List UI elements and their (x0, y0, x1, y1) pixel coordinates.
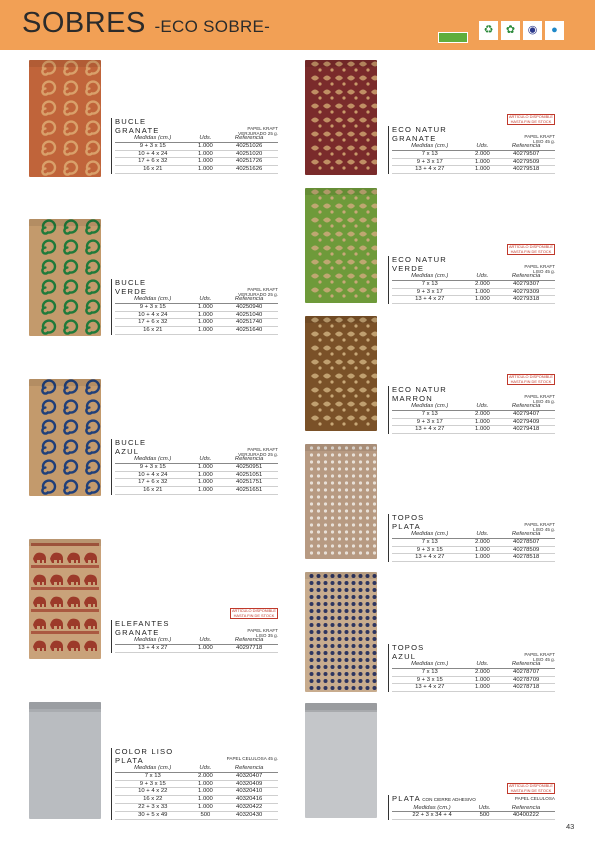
cell-units: 1.000 (191, 487, 221, 495)
table-row (392, 668, 555, 676)
product-name-line2: GRANATE (115, 627, 160, 637)
cell-size: 7 x 13 (392, 538, 468, 546)
product-name-line2: PLATA (392, 521, 421, 531)
cell-units: 1.000 (191, 150, 221, 158)
cell-ref: 40278518 (497, 554, 555, 562)
certification-icons (479, 21, 564, 40)
col-header-size: Medidas (cm.) (392, 531, 468, 538)
cell-size: 22 + 3 x 34 + 4 (392, 812, 472, 820)
cell-size: 13 + 4 x 27 (392, 296, 468, 304)
product-name-line2: GRANATE (115, 125, 160, 135)
product-name-line2: VERDE (115, 286, 148, 296)
table-row (115, 166, 278, 174)
cell-ref: 40251751 (220, 479, 278, 487)
title-main: SOBRES (22, 7, 146, 39)
product-eco-natur-verde (388, 244, 555, 304)
stock-badge (507, 374, 555, 385)
table-row (115, 811, 278, 819)
table-row (392, 418, 555, 426)
table-row (392, 676, 555, 684)
product-name-line2: MARRON (392, 393, 433, 403)
col-header-units: Uds. (191, 637, 221, 644)
cell-size: 30 + 5 x 49 (115, 811, 191, 819)
cell-ref: 40279507 (497, 150, 555, 158)
cell-size: 13 + 4 x 27 (115, 644, 191, 652)
col-header-size: Medidas (cm.) (392, 805, 472, 812)
product-name-line1: COLOR LISO (115, 747, 174, 756)
paper-line1: PAPEL KRAFT (524, 264, 555, 269)
cell-size: 13 + 4 x 27 (392, 684, 468, 692)
col-header-size: Medidas (cm.) (392, 403, 468, 410)
spec-table (115, 765, 278, 820)
paper-spec (238, 287, 278, 298)
cell-size: 17 + 6 x 32 (115, 158, 191, 166)
cell-units: 1.000 (191, 463, 221, 471)
product-bucle-granate (111, 118, 278, 174)
fsc-icon: ◉ (523, 21, 542, 40)
paper-line1: PAPEL KRAFT (524, 522, 555, 527)
cell-ref: 40320422 (220, 803, 278, 811)
cell-units: 1.000 (191, 471, 221, 479)
spec-table (115, 637, 278, 653)
col-header-ref: Referencia (220, 765, 278, 772)
cell-size: 22 + 3 x 33 (115, 803, 191, 811)
cell-ref: 40320409 (220, 780, 278, 788)
col-header-units: Uds. (191, 456, 221, 463)
paper-line1: PAPEL KRAFT (524, 134, 555, 139)
cell-ref: 40250940 (220, 303, 278, 311)
table-row (115, 803, 278, 811)
recycle-icon: ♻ (479, 21, 498, 40)
badge-line: ARTÍCULO DISPONIBLE (508, 783, 553, 788)
product-name-line2: PLATA (115, 755, 144, 765)
cell-ref: 40279418 (497, 426, 555, 434)
product-name-line1: BUCLE (115, 117, 147, 126)
table-header-row (115, 765, 278, 772)
paper-line1: PAPEL CELULOSA 45 g. (226, 756, 278, 761)
cell-units: 2.000 (468, 280, 498, 288)
product-name-line2: VERDE (392, 263, 425, 273)
cell-ref: 40251026 (220, 142, 278, 150)
cell-size: 16 x 21 (115, 487, 191, 495)
paper-spec (515, 796, 555, 801)
spec-table (392, 531, 555, 562)
cell-size: 7 x 13 (392, 280, 468, 288)
table-row (392, 158, 555, 166)
table-row (115, 311, 278, 319)
table-row (115, 463, 278, 471)
table-row (392, 684, 555, 692)
col-header-size: Medidas (cm.) (392, 661, 468, 668)
cell-ref: 40279509 (497, 158, 555, 166)
cell-units: 1.000 (191, 796, 221, 804)
cell-ref: 40278507 (497, 538, 555, 546)
photo-topos-plata (305, 444, 377, 559)
badge-line: HASTA FIN DE STOCK (510, 378, 552, 384)
table-row (392, 546, 555, 554)
col-header-size: Medidas (cm.) (115, 135, 191, 142)
spec-table (115, 135, 278, 174)
cell-units: 1.000 (191, 479, 221, 487)
col-header-units: Uds. (472, 805, 497, 812)
paper-line1: PAPEL CELULOSA (514, 796, 555, 801)
cell-units: 1.000 (468, 684, 498, 692)
product-name-line1: ECO NATUR (392, 385, 447, 394)
cell-size: 9 + 3 x 15 (392, 676, 468, 684)
cell-units: 1.000 (191, 166, 221, 174)
col-header-ref: Referencia (497, 661, 555, 668)
cell-units: 1.000 (468, 546, 498, 554)
cell-size: 7 x 13 (115, 772, 191, 780)
stock-badge (230, 608, 278, 619)
col-header-units: Uds. (468, 531, 498, 538)
cell-ref: 40278709 (497, 676, 555, 684)
cell-size: 13 + 4 x 27 (392, 554, 468, 562)
title-sub: -ECO SOBRE- (154, 17, 271, 36)
table-row (392, 554, 555, 562)
photo-color-liso-plata (29, 702, 101, 819)
spec-table (392, 143, 555, 174)
table-row (392, 150, 555, 158)
col-header-units: Uds. (468, 273, 498, 280)
cell-units: 500 (472, 812, 497, 820)
table-row (392, 538, 555, 546)
cell-units: 1.000 (468, 296, 498, 304)
cell-units: 1.000 (191, 303, 221, 311)
cell-ref: 40320430 (220, 811, 278, 819)
cell-ref: 40278509 (497, 546, 555, 554)
cell-units: 1.000 (191, 803, 221, 811)
paper-spec (238, 447, 278, 458)
cell-ref: 40251651 (220, 487, 278, 495)
col-header-ref: Referencia (497, 403, 555, 410)
spec-table (392, 805, 555, 821)
cell-size: 16 x 21 (115, 166, 191, 174)
col-header-ref: Referencia (497, 143, 555, 150)
cell-units: 1.000 (191, 158, 221, 166)
cell-ref: 40278718 (497, 684, 555, 692)
col-header-units: Uds. (468, 661, 498, 668)
cell-size: 9 + 3 x 15 (115, 780, 191, 788)
product-name-line2: AZUL (115, 446, 140, 456)
photo-eco-natur-verde (305, 188, 377, 303)
cell-ref: 40251740 (220, 319, 278, 327)
paper-line1: PAPEL KRAFT (247, 447, 278, 452)
cell-size: 9 + 3 x 17 (392, 158, 468, 166)
cell-size: 9 + 3 x 15 (115, 463, 191, 471)
col-header-size: Medidas (cm.) (392, 273, 468, 280)
table-row (392, 280, 555, 288)
paper-line2: LISO 45 g. (533, 399, 555, 405)
badge-line: HASTA FIN DE STOCK (510, 787, 552, 793)
table-row (115, 772, 278, 780)
paper-line2: VERJURADO 25 g. (238, 131, 278, 137)
product-name-line1: BUCLE (115, 278, 147, 287)
badge-line: HASTA FIN DE STOCK (233, 612, 275, 618)
stock-badge (507, 114, 555, 125)
table-row (115, 644, 278, 652)
col-header-size: Medidas (cm.) (115, 456, 191, 463)
col-header-size: Medidas (cm.) (115, 765, 191, 772)
product-name-line1: ELEFANTES (115, 619, 170, 628)
cell-units: 1.000 (191, 311, 221, 319)
badge-line: ARTÍCULO DISPONIBLE (508, 244, 553, 249)
paper-spec (524, 652, 555, 663)
col-header-size: Medidas (cm.) (115, 296, 191, 303)
cell-ref: 40279318 (497, 296, 555, 304)
table-row (392, 296, 555, 304)
cell-units: 1.000 (191, 788, 221, 796)
photo-bucle-granate (29, 60, 101, 177)
cell-ref: 40250951 (220, 463, 278, 471)
cell-units: 1.000 (468, 426, 498, 434)
page-title (22, 6, 270, 44)
product-name-line2: GRANATE (392, 133, 437, 143)
col-header-ref: Referencia (220, 637, 278, 644)
cell-size: 9 + 3 x 17 (392, 288, 468, 296)
product-topos-plata (388, 514, 555, 562)
product-name-suffix: CON CIERRE ADHESIVO (420, 797, 476, 802)
paper-line2: LISO 45 g. (533, 527, 555, 533)
product-plata-cierre (388, 783, 555, 820)
table-row (115, 471, 278, 479)
table-row (115, 780, 278, 788)
product-eco-natur-marron (388, 374, 555, 434)
paper-spec (524, 394, 555, 405)
cell-size: 13 + 4 x 27 (392, 166, 468, 174)
paper-spec (238, 126, 278, 137)
paper-line2: LISO 35 g. (256, 633, 278, 639)
cell-ref: 40251020 (220, 150, 278, 158)
table-row (392, 426, 555, 434)
cell-ref: 40279409 (497, 418, 555, 426)
product-name-line1: PLATA CON CIERRE ADHESIVO (392, 794, 476, 803)
table-row (115, 158, 278, 166)
product-name-line1: BUCLE (115, 438, 147, 447)
cell-size: 10 + 4 x 24 (115, 311, 191, 319)
cell-size: 17 + 6 x 32 (115, 319, 191, 327)
spec-table (115, 456, 278, 495)
product-name-line1: ECO NATUR (392, 125, 447, 134)
table-row (115, 150, 278, 158)
product-topos-azul (388, 644, 555, 692)
page-header (0, 0, 595, 50)
cell-units: 2.000 (468, 150, 498, 158)
category-tag (438, 32, 468, 43)
table-row (392, 288, 555, 296)
photo-elefantes (29, 539, 101, 659)
col-header-ref: Referencia (220, 135, 278, 142)
photo-bucle-verde (29, 219, 101, 336)
cell-units: 500 (191, 811, 221, 819)
cell-ref: 40320407 (220, 772, 278, 780)
cell-units: 2.000 (468, 538, 498, 546)
cell-size: 17 + 6 x 32 (115, 479, 191, 487)
cell-size: 9 + 3 x 15 (115, 142, 191, 150)
paper-line2: VERJURADO 25 g. (238, 452, 278, 458)
product-name-line2: AZUL (392, 651, 417, 661)
cell-ref: 40251726 (220, 158, 278, 166)
photo-eco-natur-marron (305, 316, 377, 431)
cell-size: 9 + 3 x 15 (392, 546, 468, 554)
cell-size: 10 + 4 x 24 (115, 471, 191, 479)
col-header-size: Medidas (cm.) (392, 143, 468, 150)
cell-units: 1.000 (191, 780, 221, 788)
badge-line: ARTÍCULO DISPONIBLE (231, 608, 276, 613)
cell-units: 2.000 (468, 410, 498, 418)
cell-size: 10 + 4 x 24 (115, 150, 191, 158)
cell-ref: 40279307 (497, 280, 555, 288)
paper-line2: LISO 45 g. (533, 139, 555, 145)
table-row (392, 166, 555, 174)
col-header-ref: Referencia (497, 531, 555, 538)
paper-spec (524, 264, 555, 275)
cell-size: 13 + 4 x 27 (392, 426, 468, 434)
cell-ref: 40251040 (220, 311, 278, 319)
col-header-ref: Referencia (497, 273, 555, 280)
spec-table (392, 273, 555, 304)
cell-ref: 40320416 (220, 796, 278, 804)
product-name-line1: TOPOS (392, 643, 425, 652)
cell-ref: 40279309 (497, 288, 555, 296)
cell-size: 7 x 13 (392, 150, 468, 158)
col-header-ref: Referencia (497, 805, 555, 812)
cell-ref: 40251626 (220, 166, 278, 174)
cell-size: 7 x 13 (392, 668, 468, 676)
cell-ref: 40320410 (220, 788, 278, 796)
cell-ref: 40278707 (497, 668, 555, 676)
product-bucle-azul (111, 439, 278, 495)
col-header-units: Uds. (191, 765, 221, 772)
badge-line: HASTA FIN DE STOCK (510, 118, 552, 124)
photo-plata-cierre (305, 703, 377, 818)
cell-size: 9 + 3 x 17 (392, 418, 468, 426)
cell-size: 16 x 21 (115, 327, 191, 335)
col-header-units: Uds. (468, 403, 498, 410)
eco-leaf-icon: ✿ (501, 21, 520, 40)
cell-ref: 40251640 (220, 327, 278, 335)
col-header-units: Uds. (468, 143, 498, 150)
product-name-line1: TOPOS (392, 513, 425, 522)
cell-units: 1.000 (191, 644, 221, 652)
cell-units: 1.000 (191, 327, 221, 335)
cell-size: 9 + 3 x 15 (115, 303, 191, 311)
paper-line2: LISO 45 g. (533, 657, 555, 663)
table-row (392, 812, 555, 820)
cell-units: 1.000 (468, 554, 498, 562)
spec-table (392, 661, 555, 692)
cell-units: 1.000 (468, 158, 498, 166)
cell-size: 16 x 22 (115, 796, 191, 804)
cell-units: 1.000 (468, 166, 498, 174)
paper-spec (247, 628, 278, 639)
product-color-liso-plata (111, 748, 278, 820)
badge-line: ARTÍCULO DISPONIBLE (508, 114, 553, 119)
cell-units: 1.000 (468, 418, 498, 426)
product-bucle-verde (111, 279, 278, 335)
photo-eco-natur-granate (305, 60, 377, 175)
paper-line1: PAPEL KRAFT (524, 652, 555, 657)
paper-spec (524, 134, 555, 145)
cell-ref: 40400222 (497, 812, 555, 820)
table-row (115, 479, 278, 487)
cell-ref: 40297718 (220, 644, 278, 652)
paper-spec (227, 756, 278, 761)
spec-table (115, 296, 278, 335)
cell-size: 7 x 13 (392, 410, 468, 418)
table-row (392, 410, 555, 418)
water-drop-icon: ● (545, 21, 564, 40)
cell-units: 2.000 (468, 668, 498, 676)
badge-line: ARTÍCULO DISPONIBLE (508, 374, 553, 379)
col-header-units: Uds. (191, 296, 221, 303)
photo-bucle-azul (29, 379, 101, 496)
paper-line1: PAPEL KRAFT (524, 394, 555, 399)
stock-badge (507, 244, 555, 255)
table-row (115, 319, 278, 327)
product-name-line1: ECO NATUR (392, 255, 447, 264)
cell-units: 1.000 (191, 142, 221, 150)
table-header-row (392, 805, 555, 812)
paper-line2: LISO 45 g. (533, 269, 555, 275)
cell-units: 2.000 (191, 772, 221, 780)
col-header-ref: Referencia (220, 456, 278, 463)
table-row (115, 327, 278, 335)
cell-size: 10 + 4 x 22 (115, 788, 191, 796)
table-row (115, 487, 278, 495)
page-number: 43 (566, 822, 575, 831)
product-elefantes-granate (111, 608, 278, 653)
stock-badge (507, 783, 555, 794)
badge-line: HASTA FIN DE STOCK (510, 248, 552, 254)
cell-ref: 40279518 (497, 166, 555, 174)
col-header-size: Medidas (cm.) (115, 637, 191, 644)
product-eco-natur-granate (388, 114, 555, 174)
table-row (115, 142, 278, 150)
spec-table (392, 403, 555, 434)
paper-line1: PAPEL KRAFT (247, 628, 278, 633)
table-row (115, 796, 278, 804)
cell-units: 1.000 (468, 676, 498, 684)
cell-units: 1.000 (468, 288, 498, 296)
table-row (115, 303, 278, 311)
paper-line1: PAPEL KRAFT (247, 126, 278, 131)
paper-line2: VERJURADO 25 g. (238, 292, 278, 298)
paper-spec (524, 522, 555, 533)
cell-ref: 40251051 (220, 471, 278, 479)
col-header-units: Uds. (191, 135, 221, 142)
paper-line1: PAPEL KRAFT (247, 287, 278, 292)
cell-units: 1.000 (191, 319, 221, 327)
cell-ref: 40279407 (497, 410, 555, 418)
photo-topos-azul (305, 572, 377, 692)
col-header-ref: Referencia (220, 296, 278, 303)
table-row (115, 788, 278, 796)
